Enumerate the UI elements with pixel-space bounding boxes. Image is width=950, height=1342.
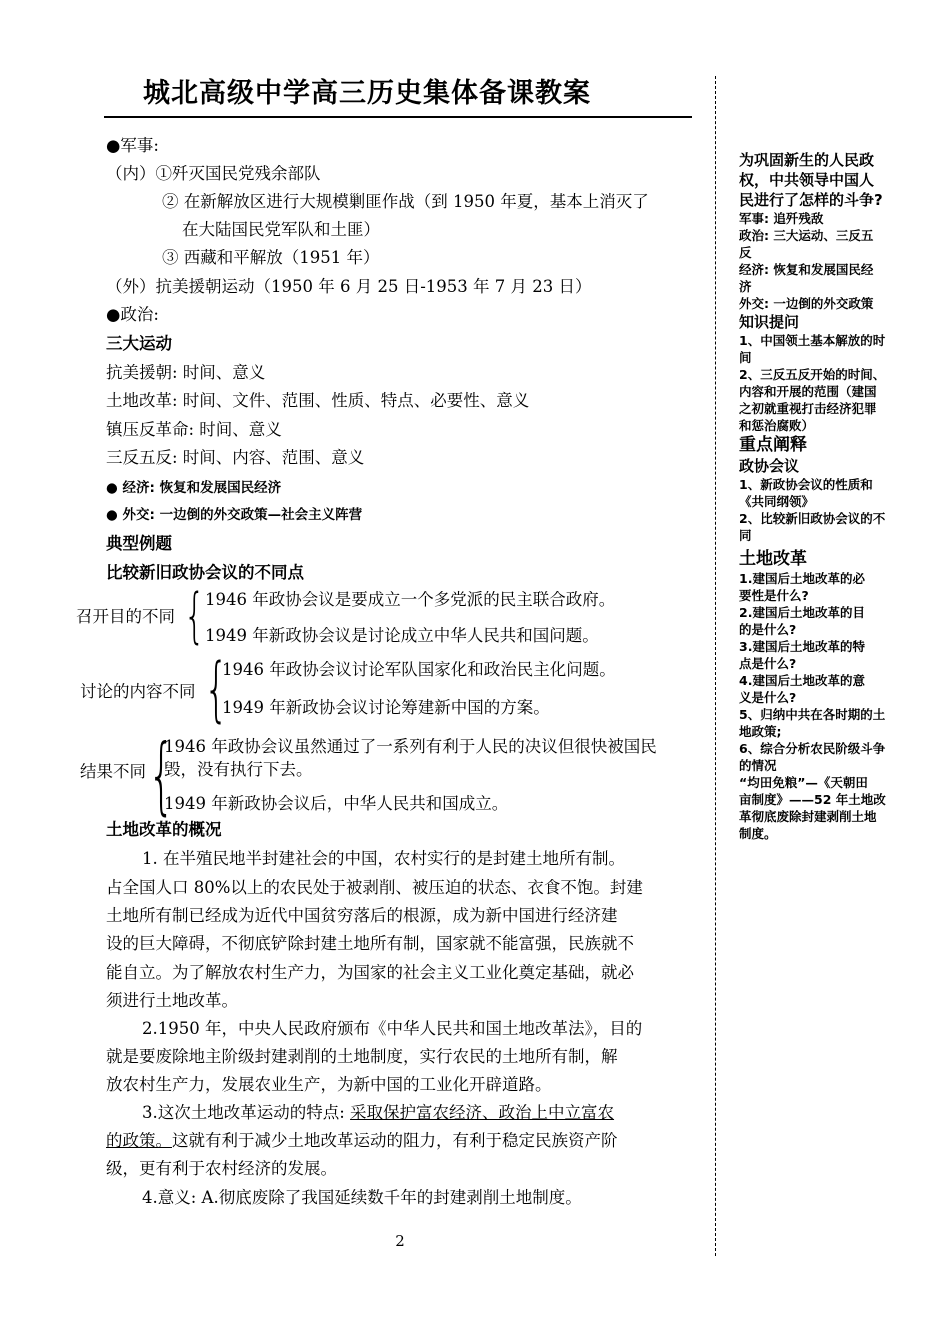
- sidebar-heading-land-reform: 土地改革: [739, 549, 807, 569]
- result-1949: 1949 年新政协会议后，中华人民共和国成立。: [164, 794, 509, 813]
- result-1946-a: 1946 年政协会议虽然通过了一系列有利于人民的决议但很快被国民: [164, 737, 657, 756]
- page-number: 2: [395, 1232, 405, 1250]
- sidebar-line: 间: [739, 350, 752, 365]
- content-1949: 1949 年新政协会议讨论筹建新中国的方案。: [222, 698, 550, 717]
- economy-line: ● 经济: 恢复和发展国民经济: [106, 480, 282, 496]
- p1-line-0: 1. 在半殖民地半封建社会的中国，农村实行的是封建土地所有制。: [142, 849, 625, 868]
- p3-line-2: 级，更有利于农村经济的发展。: [106, 1159, 337, 1178]
- sidebar-line: 济: [739, 279, 752, 294]
- sidebar-heading-key-points: 重点阐释: [739, 435, 807, 455]
- purpose-1946: 1946 年政协会议是要成立一个多党派的民主联合政府。: [205, 590, 616, 609]
- p1-line-2: 土地所有制已经成为近代中国贫穷落后的根源，成为新中国进行经济建: [106, 906, 618, 925]
- sidebar-line: 外交: 一边倒的外交政策: [739, 296, 874, 311]
- sidebar-line: 和惩治腐败）: [739, 418, 815, 433]
- p1-line-3: 设的巨大障碍，不彻底铲除封建土地所有制，国家就不能富强，民族就不: [106, 934, 634, 953]
- sidebar-line: 点是什么?: [739, 656, 797, 671]
- sidebar-line: 政治: 三大运动、三反五: [739, 228, 874, 243]
- sidebar-line: 内容和开展的范围（建国: [739, 384, 877, 399]
- brace-result: {: [148, 726, 175, 824]
- foreign-item: （外）抗美援朝运动（1950 年 6 月 25 日-1953 年 7 月 23 日）: [106, 277, 592, 296]
- p4-line: 4.意义: A.彻底废除了我国延续数千年的封建剥削土地制度。: [142, 1188, 582, 1207]
- purpose-label: 召开目的不同: [76, 607, 175, 626]
- sidebar-line: 1.建国后土地改革的必: [739, 571, 865, 586]
- purpose-1949: 1949 年新政协会议是讨论成立中华人民共和国问题。: [205, 626, 599, 645]
- p2-line-0: 2.1950 年，中央人民政府颁布《中华人民共和国土地改革法》，目的: [142, 1019, 643, 1038]
- p3-underline-2: 的政策。: [106, 1131, 172, 1150]
- land-reform-heading: 土地改革的概况: [106, 820, 222, 839]
- result-1946-b: 毁，没有执行下去。: [164, 760, 313, 779]
- sidebar-line: 4.建国后土地改革的意: [739, 673, 865, 688]
- p3-underline-1: 采取保护富农经济、政治上中立富农: [350, 1103, 615, 1122]
- p1-line-1: 占全国人口 80%以上的农民处于被剥削、被压迫的状态、衣食不饱。封建: [106, 878, 643, 897]
- sidebar-line: 2.建国后土地改革的目: [739, 605, 865, 620]
- sidebar-heading-questions: 知识提问: [739, 313, 800, 331]
- sidebar-line: 军事: 追歼残敌: [739, 211, 824, 226]
- sidebar-line: 革彻底废除封建剥削土地: [739, 809, 877, 824]
- p2-line-1: 就是要废除地主阶级封建剥削的土地制度，实行农民的土地所有制，解: [106, 1047, 618, 1066]
- sidebar-line: 3.建国后土地改革的特: [739, 639, 865, 654]
- military-heading: ●军事:: [106, 136, 159, 155]
- sidebar-line: 亩制度》——52 年土地改: [739, 792, 886, 807]
- sidebar-line: 为巩固新生的人民政: [739, 151, 875, 169]
- diplomacy-line: ● 外交: 一边倒的外交政策—社会主义阵营: [106, 507, 363, 523]
- sidebar-line: 1、新政协会议的性质和: [739, 477, 873, 492]
- p3-prefix: 3.这次土地改革运动的特点:: [142, 1103, 351, 1122]
- sanfan-line: 三反五反: 时间、内容、范围、意义: [106, 448, 365, 467]
- resist-line: 抗美援朝: 时间、意义: [106, 363, 266, 382]
- sidebar-line: 制度。: [739, 826, 777, 841]
- domestic-item-3: ③ 西藏和平解放（1951 年）: [162, 248, 380, 267]
- suppress-line: 镇压反革命: 时间、意义: [106, 420, 282, 439]
- sidebar-line: 2、比较新旧政协会议的不: [739, 511, 886, 526]
- sidebar-line: 同: [739, 528, 752, 543]
- sidebar-line: 反: [739, 245, 752, 260]
- content-label: 讨论的内容不同: [80, 682, 196, 701]
- sidebar-line: 要性是什么?: [739, 588, 809, 603]
- content-1946: 1946 年政协会议讨论军队国家化和政治民主化问题。: [222, 660, 616, 679]
- p3-line-0: [142, 1101, 614, 1125]
- domestic-item-2-cont: 在大陆国民党军队和土匪）: [182, 220, 380, 239]
- p1-line-5: 须进行土地改革。: [106, 991, 238, 1010]
- sidebar-line: 义是什么?: [739, 690, 797, 705]
- brace-content: {: [204, 648, 229, 730]
- sidebar-notes: [739, 150, 929, 842]
- p3-line-1: [106, 1129, 618, 1153]
- sidebar-line: 《共同纲领》: [739, 494, 815, 509]
- sidebar-line: 1、中国领土基本解放的时: [739, 333, 886, 348]
- sidebar-heading-cppcc: 政协会议: [739, 457, 800, 475]
- sidebar-line: 5、归纳中共在各时期的土: [739, 707, 886, 722]
- sidebar-line: 的是什么?: [739, 622, 797, 637]
- p1-line-4: 能自立。为了解放农村生产力，为国家的社会主义工业化奠定基础，就必: [106, 963, 634, 982]
- compare-heading: 比较新旧政协会议的不同点: [106, 563, 304, 582]
- sidebar-line: 2、三反五反开始的时间、: [739, 367, 886, 382]
- sidebar-line: 经济: 恢复和发展国民经: [739, 262, 874, 277]
- sidebar-line: 的情况: [739, 758, 777, 773]
- p2-line-2: 放农村生产力，发展农业生产，为新中国的工业化开辟道路。: [106, 1075, 552, 1094]
- sidebar-line: 民进行了怎样的斗争?: [739, 191, 883, 209]
- politics-heading: ●政治:: [106, 305, 159, 324]
- page-title: 城北高级中学高三历史集体备课教案: [143, 78, 591, 109]
- sidebar-line: 之初就重视打击经济犯罪: [739, 401, 877, 416]
- land-reform-line: 土地改革: 时间、文件、范围、性质、特点、必要性、意义: [106, 391, 530, 410]
- brace-purpose: {: [184, 581, 206, 651]
- domestic-item-2: ② 在新解放区进行大规模剿匪作战（到 1950 年夏，基本上消灭了: [162, 192, 649, 211]
- result-label: 结果不同: [80, 762, 146, 781]
- sidebar-line: 6、综合分析农民阶级斗争: [739, 741, 886, 756]
- sidebar-line: “均田免粮”—《天朝田: [739, 775, 868, 790]
- domestic-item-1: （内）①歼灭国民党残余部队: [106, 164, 321, 183]
- examples-heading: 典型例题: [106, 534, 172, 553]
- p3-rest: 这就有利于减少土地改革运动的阻力，有利于稳定民族资产阶: [172, 1131, 618, 1150]
- sidebar-line: 权，中共领导中国人: [739, 171, 875, 189]
- three-movements-heading: 三大运动: [106, 334, 172, 353]
- column-divider: [715, 76, 716, 1256]
- sidebar-line: 地政策;: [739, 724, 782, 739]
